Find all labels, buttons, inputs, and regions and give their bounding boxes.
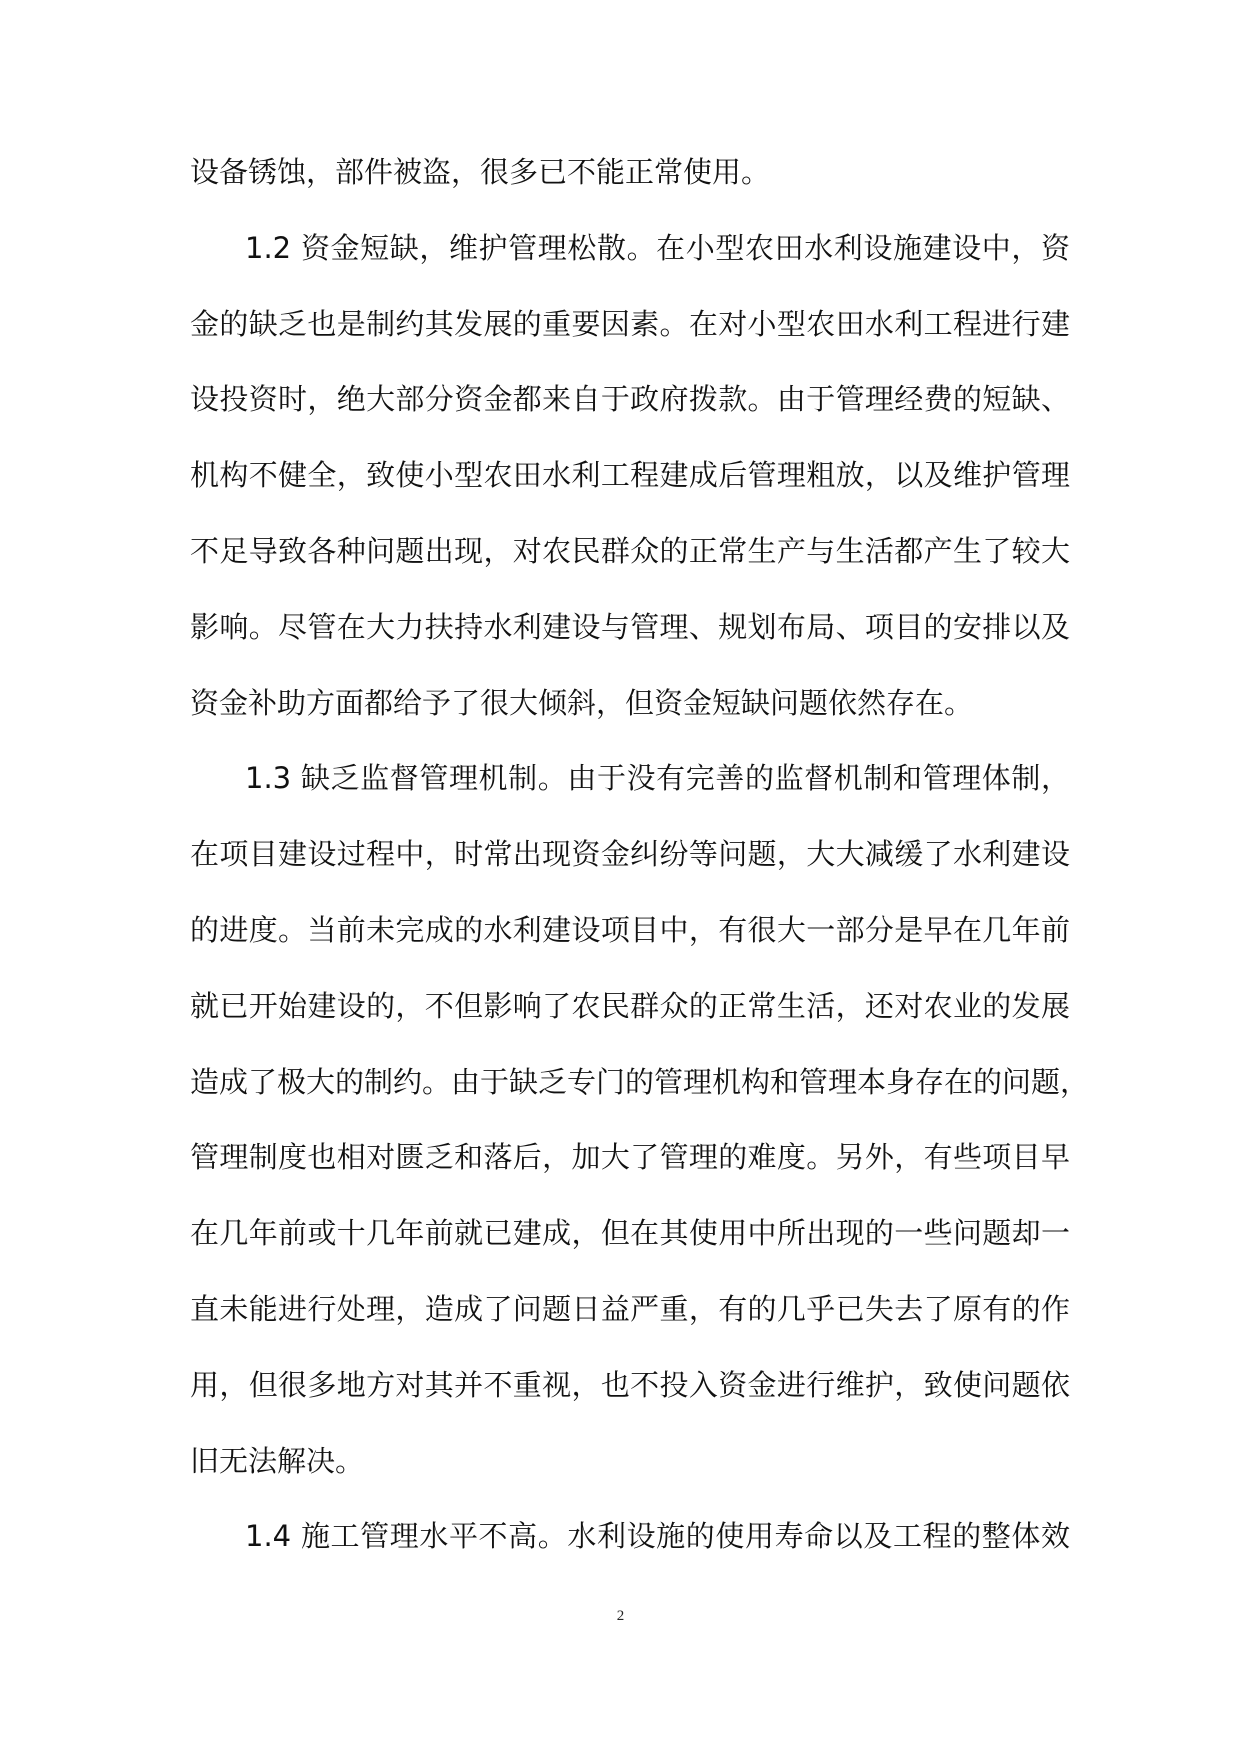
text-line: 设投资时，绝大部分资金都来自于政府拨款。由于管理经费的短缺、 [190,382,1070,417]
text-line: 机构不健全，致使小型农田水利工程建成后管理粗放，以及维护管理 [190,458,1070,493]
text-line: 旧无法解决。 [190,1443,365,1478]
text-line: 造成了极大的制约。由于缺乏专门的管理机构和管理本身存在的问题， [190,1064,1090,1099]
page-number: 2 [616,1608,625,1624]
body-text [190,140,1090,1580]
text-line: 资金补助方面都给予了很大倾斜，但资金短缺问题依然存在。 [190,685,974,720]
text-line: 管理制度也相对匮乏和落后，加大了管理的难度。另外，有些项目早 [190,1140,1070,1175]
text-line: 就已开始建设的，不但影响了农民群众的正常生活，还对农业的发展 [190,988,1070,1023]
text-line: 金的缺乏也是制约其发展的重要因素。在对小型农田水利工程进行建 [190,306,1070,341]
text-line: 1.3 缺乏监督管理机制。由于没有完善的监督机制和管理体制， [245,761,1070,796]
text-line: 设备锈蚀，部件被盗，很多已不能正常使用。 [190,155,771,189]
text-line: 直未能进行处理，造成了问题日益严重，有的几乎已失去了原有的作 [190,1291,1070,1326]
text-line: 影响。尽管在大力扶持水利建设与管理、规划布局、项目的安排以及 [190,609,1070,644]
text-line: 1.2 资金短缺，维护管理松散。在小型农田水利设施建设中，资 [245,230,1070,265]
text-line: 1.4 施工管理水平不高。水利设施的使用寿命以及工程的整体效 [245,1519,1070,1554]
text-line: 在几年前或十几年前就已建成，但在其使用中所出现的一些问题却一 [190,1216,1070,1251]
text-line: 用，但很多地方对其并不重视，也不投入资金进行维护，致使问题依 [190,1367,1070,1402]
text-line: 的进度。当前未完成的水利建设项目中，有很大一部分是早在几年前 [190,912,1070,947]
text-line: 不足导致各种问题出现，对农民群众的正常生产与生活都产生了较大 [190,533,1070,568]
text-line: 在项目建设过程中，时常出现资金纠纷等问题，大大减缓了水利建设 [190,837,1070,872]
